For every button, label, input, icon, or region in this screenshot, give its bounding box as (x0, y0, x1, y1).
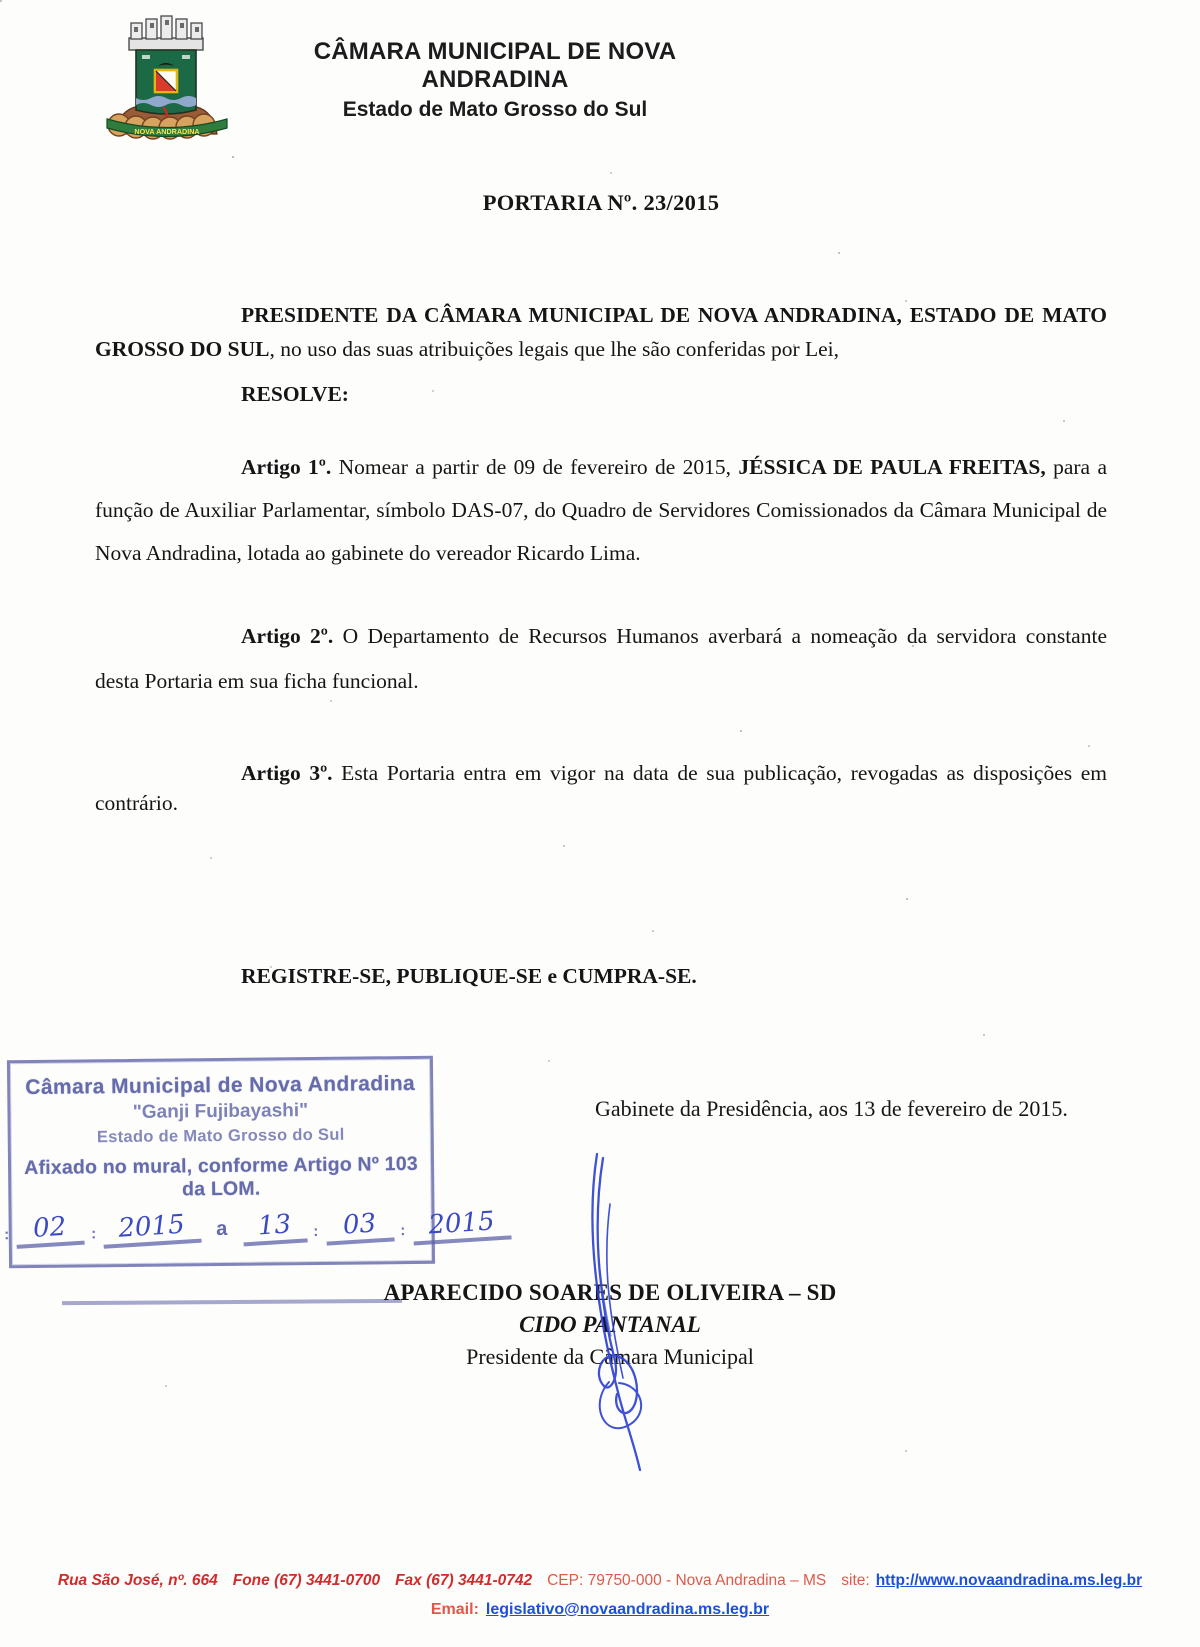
date-from-month: 02 (15, 1211, 85, 1249)
email-label: Email: (430, 1601, 479, 1618)
article-2-paragraph (95, 614, 1107, 704)
stamp-building-name: "Ganji Fujibayashi" (132, 1100, 309, 1123)
resolve-line: RESOLVE: (241, 381, 349, 406)
stamp-date-range (4, 1206, 496, 1247)
footer-site (841, 1572, 1142, 1590)
pen-signature (553, 1146, 673, 1478)
article-3-text: Esta Portaria entra em vigor na data de sua publicação, revogadas as disposições em contrário. (95, 760, 1108, 815)
stamp-posting-text: Afixado no mural, conforme Artigo Nº 103 da LOM. (24, 1152, 418, 1201)
date-separator: : (400, 1222, 406, 1240)
date-to-year: 2015 (411, 1205, 511, 1245)
signer-nickname: CIDO PANTANAL (519, 1312, 701, 1337)
article-1-label: Artigo 1º. (241, 454, 332, 479)
date-to-day: 13 (241, 1208, 307, 1246)
shield-icon (136, 50, 196, 116)
stamp-org-name: Câmara Municipal de Nova Andradina (25, 1071, 416, 1100)
email-link[interactable]: legislativo@novaandradina.ms.leg.br (485, 1601, 770, 1618)
article-1-text1: Nomear a partir de 09 de fevereiro de 2015, (331, 454, 739, 479)
stamp-state: Estado de Mato Grosso do Sul (96, 1125, 345, 1147)
article-2-text: O Departamento de Recursos Humanos averbará a nomeação da servidora constante desta Portaria em sua ficha funcional. (95, 623, 1107, 693)
article-1-text2: para a função de Auxiliar Parlamentar, símbolo DAS-07, do Quadro de Servidores Comissionados da Câmara Municipal de Nova Andradina, lotada ao gabinete do vereador Ricardo Lima. (95, 454, 1107, 565)
article-3-label: Artigo 3º. (241, 760, 333, 785)
date-to-month: 03 (324, 1207, 394, 1245)
preamble-rest: , no uso das suas atribuições legais que lhe são conferidas por Lei, (269, 336, 840, 361)
footer-email-line (0, 1601, 1200, 1619)
article-3-paragraph (95, 758, 1107, 818)
site-link[interactable]: http://www.novaandradina.ms.leg.br (875, 1572, 1143, 1589)
footer-contact-line (0, 1572, 1200, 1590)
place-date-line: Gabinete da Presidência, aos 13 de fevereiro de 2015. (595, 1096, 1068, 1121)
scan-noise (0, 0, 2, 2)
date-separator: : (4, 1226, 10, 1244)
ribbon-text: NOVA ANDRADINA (134, 127, 200, 136)
footer-phone: Fone (67) 3441-0700 (232, 1572, 381, 1589)
preamble-bold: PRESIDENTE DA CÂMARA MUNICIPAL DE NOVA ANDRADINA, ESTADO DE MATO GROSSO DO SUL (95, 302, 1107, 361)
appointee-name: JÉSSICA DE PAULA FREITAS, (738, 454, 1046, 479)
footer-address: Rua São José, nº. 664 (57, 1572, 218, 1589)
posting-stamp (4, 1056, 496, 1268)
article-1-paragraph (95, 446, 1107, 575)
date-from-year: 2015 (102, 1209, 202, 1249)
date-separator: : (91, 1225, 97, 1243)
closing-line: REGISTRE-SE, PUBLIQUE-SE e CUMPRA-SE. (241, 963, 697, 988)
footer-cep: CEP: 79750-000 - Nova Andradina – MS (547, 1572, 827, 1589)
article-2-label: Artigo 2º. (241, 623, 334, 648)
date-separator: : (313, 1222, 319, 1241)
signer-name: APARECIDO SOARES DE OLIVEIRA – SD (383, 1280, 837, 1305)
preamble-paragraph (95, 298, 1107, 366)
document-title: PORTARIA Nº. 23/2015 (482, 190, 720, 215)
org-name: CÂMARA MUNICIPAL DE NOVA ANDRADINA (313, 38, 677, 93)
letterhead (252, 38, 738, 122)
signer-role: Presidente da Câmara Municipal (466, 1344, 754, 1369)
footer-fax: Fax (67) 3441-0742 (395, 1572, 533, 1589)
coat-of-arms-logo (95, 6, 241, 140)
date-range-connector: a (216, 1217, 228, 1241)
crown-icon (129, 16, 203, 50)
site-label: site: (841, 1572, 870, 1589)
org-subtitle: Estado de Mato Grosso do Sul (342, 98, 648, 121)
